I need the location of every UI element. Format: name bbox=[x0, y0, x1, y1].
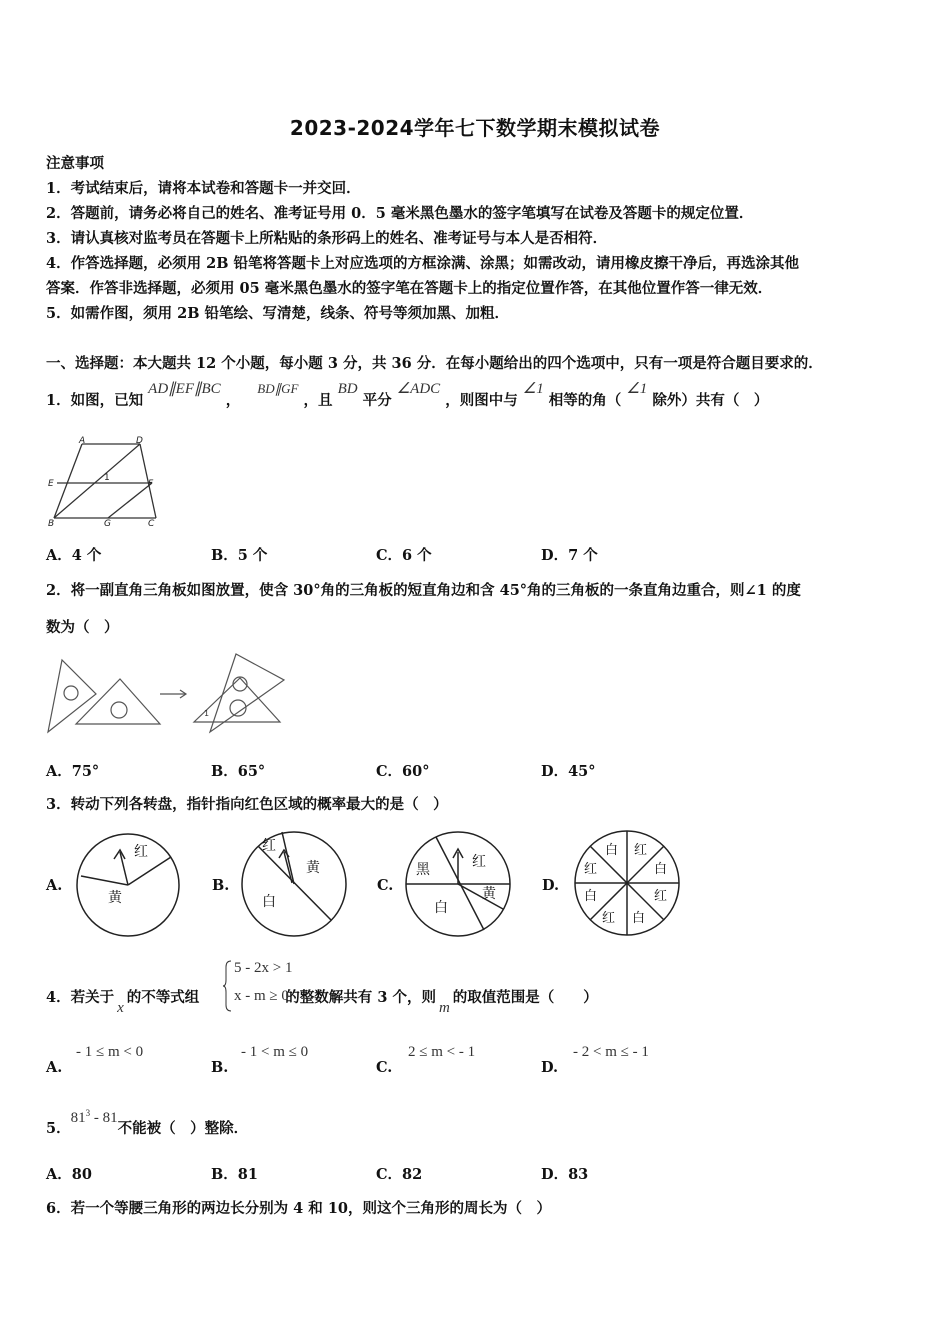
q1-text-f: 相等的角（ bbox=[548, 392, 622, 409]
spinner-divider bbox=[128, 857, 171, 885]
q1-text-a: 1．如图，已知 bbox=[46, 392, 144, 409]
q2-figure bbox=[44, 652, 294, 738]
q2-option-a[interactable]: A．75° bbox=[46, 763, 100, 780]
region-red: 红 bbox=[584, 862, 598, 877]
set-square-hole bbox=[111, 702, 127, 718]
notice-item-2: 2．答题前，请务必将自己的姓名、准考证号用 0．5 毫米黑色墨水的签字笔填写在试卷及答题卡的规定位置． bbox=[46, 205, 754, 222]
q3-option-d-letter[interactable]: D. bbox=[542, 877, 560, 894]
q4-inequality-system bbox=[222, 958, 312, 1014]
brace-icon bbox=[222, 958, 232, 1014]
spinner-c[interactable] bbox=[402, 828, 514, 938]
q4-text-b: 的不等式组 bbox=[126, 989, 200, 1006]
region-white: 白 bbox=[434, 900, 448, 916]
question-2-stem: 2．将一副直角三角板如图放置，使含 30°角的三角板的短直角边和含 45°角的三角板的一条直角边重合，则∠1 的度 bbox=[46, 582, 801, 599]
q5-option-d[interactable]: D．83 bbox=[541, 1166, 589, 1183]
q3-option-b-letter[interactable]: B. bbox=[212, 877, 230, 894]
notice-item-4-cont: 答案．作答非选择题，必须用 05 毫米黑色墨水的签字笔在答题卡上的指定位置作答，在其他位置作答一律无效． bbox=[46, 280, 773, 297]
q4-option-c-expr: 2 ≤ m < - 1 bbox=[408, 1044, 476, 1060]
line-ab bbox=[54, 444, 82, 518]
region-red: 红 bbox=[654, 889, 668, 904]
question-3-stem: 3．转动下列各转盘，指针指向红色区域的概率最大的是（ ） bbox=[46, 796, 448, 813]
region-white: 白 bbox=[654, 862, 668, 877]
q1-math-angle-adc: ∠ADC bbox=[396, 381, 441, 397]
q3-option-a-letter[interactable]: A. bbox=[46, 877, 63, 894]
notice-item-4: 4．作答选择题，必须用 2B 铅笔将答题卡上对应选项的方框涂满、涂黑；如需改动，请用橡皮擦干净后，再选涂其他 bbox=[46, 255, 800, 272]
region-white: 白 bbox=[584, 889, 598, 904]
set-square-30-left bbox=[48, 660, 96, 732]
label-a: A bbox=[79, 436, 86, 446]
q5-exponent: 3 bbox=[85, 1108, 91, 1119]
label-e: E bbox=[48, 479, 54, 489]
q5-base: 81 bbox=[70, 1110, 86, 1126]
q5-option-b[interactable]: B．81 bbox=[211, 1166, 258, 1183]
q5-minus: - 81 bbox=[90, 1110, 118, 1126]
label-b: B bbox=[48, 519, 55, 528]
q5-number: 5． bbox=[46, 1120, 71, 1137]
label-f: F bbox=[148, 479, 154, 489]
q1-math-parallel: AD∥EF∥BC bbox=[148, 381, 221, 397]
region-red: 红 bbox=[134, 844, 148, 860]
q1-option-a[interactable]: A．4 个 bbox=[46, 547, 102, 564]
spinner-divider bbox=[458, 884, 503, 909]
region-white: 白 bbox=[605, 843, 619, 858]
q2-option-b[interactable]: B．65° bbox=[211, 763, 266, 780]
region-red: 红 bbox=[634, 843, 648, 858]
q4-text-a: 4．若关于 bbox=[46, 989, 115, 1006]
question-4-stem bbox=[46, 986, 598, 1016]
q1-text-g: 除外）共有（ ） bbox=[652, 392, 769, 409]
q1-math-angle1: ∠1 bbox=[522, 381, 544, 397]
pointer-arrow-icon bbox=[114, 850, 125, 859]
q4-options bbox=[46, 1044, 746, 1084]
notice-item-1: 1．考试结束后，请将本试卷和答题卡一并交回． bbox=[46, 180, 361, 197]
q4-option-d[interactable]: D. bbox=[541, 1059, 559, 1076]
q1-text-d: 平分 bbox=[362, 392, 392, 409]
spinner-b[interactable] bbox=[238, 828, 350, 938]
q4-option-b[interactable]: B. bbox=[211, 1059, 229, 1076]
set-square-30-right bbox=[210, 654, 284, 732]
q4-option-a[interactable]: A. bbox=[46, 1059, 63, 1076]
q1-text-c: ，且 bbox=[303, 392, 333, 409]
label-g: G bbox=[104, 519, 111, 528]
q1-math-bd: BD bbox=[337, 381, 358, 397]
spinner-a[interactable] bbox=[74, 832, 184, 938]
spinner-divider bbox=[81, 876, 128, 885]
question-6-stem: 6．若一个等腰三角形的两边长分别为 4 和 10，则这个三角形的周长为（ ） bbox=[46, 1200, 551, 1217]
spinner-d[interactable] bbox=[572, 828, 682, 938]
page-title: 2023-2024学年七下数学期末模拟试卷 bbox=[289, 116, 661, 140]
q1-math-angle1-b: ∠1 bbox=[626, 381, 648, 397]
q4-inequality-2: x - m ≥ 0 bbox=[234, 988, 289, 1004]
line-bd bbox=[54, 444, 140, 518]
region-black: 黑 bbox=[416, 862, 430, 878]
notice-heading: 注意事项 bbox=[46, 155, 104, 172]
q1-option-d[interactable]: D．7 个 bbox=[541, 547, 598, 564]
q4-var-m: m bbox=[438, 1000, 450, 1016]
region-white: 白 bbox=[632, 911, 646, 926]
line-gf bbox=[108, 483, 152, 518]
q4-option-a-expr: - 1 ≤ m < 0 bbox=[76, 1044, 144, 1060]
q1-figure bbox=[44, 436, 174, 528]
q1-option-b[interactable]: B．5 个 bbox=[211, 547, 268, 564]
region-yellow: 黄 bbox=[108, 890, 122, 906]
region-yellow: 黄 bbox=[306, 860, 320, 876]
region-red: 红 bbox=[472, 854, 486, 870]
q1-text-e: ，则图中与 bbox=[445, 392, 518, 409]
question-2-stem-cont: 数为（ ） bbox=[46, 619, 119, 636]
q4-text-c: 的整数解共有 3 个，则 bbox=[285, 989, 436, 1006]
label-c: C bbox=[148, 519, 155, 528]
label-angle-1: 1 bbox=[104, 473, 110, 483]
q3-option-c-letter[interactable]: C. bbox=[377, 877, 394, 894]
set-square-hole bbox=[64, 686, 78, 700]
q1-math-bd-gf: BD∥GF bbox=[257, 381, 299, 396]
region-yellow: 黄 bbox=[482, 886, 496, 902]
notice-item-3: 3．请认真核对监考员在答题卡上所粘贴的条形码上的姓名、准考证号与本人是否相符． bbox=[46, 230, 608, 247]
q1-text-b: ， bbox=[225, 392, 241, 409]
q4-option-c[interactable]: C. bbox=[376, 1059, 393, 1076]
q5-option-c[interactable]: C．82 bbox=[376, 1166, 423, 1183]
q2-angle-label: 1 bbox=[204, 709, 210, 718]
q5-text: 不能被（ ）整除． bbox=[117, 1120, 249, 1137]
notice-item-5: 5．如需作图，须用 2B 铅笔绘、写清楚，线条、符号等须加黑、加粗． bbox=[46, 305, 510, 322]
region-red: 红 bbox=[602, 911, 616, 926]
q4-var-x: x bbox=[117, 1000, 124, 1016]
section-heading: 一、选择题：本大题共 12 个小题，每小题 3 分，共 36 分．在每小题给出的四个选项中，只有一项是符合题目要求的． bbox=[46, 355, 823, 372]
q4-option-b-expr: - 1 < m ≤ 0 bbox=[241, 1044, 309, 1060]
question-1-stem bbox=[46, 377, 769, 409]
region-red: 红 bbox=[262, 838, 276, 854]
question-5-stem bbox=[46, 1106, 249, 1137]
q5-option-a[interactable]: A．80 bbox=[46, 1166, 92, 1183]
q1-option-c[interactable]: C．6 个 bbox=[376, 547, 432, 564]
q4-text-d: 的取值范围是（ ） bbox=[452, 989, 598, 1006]
q4-option-d-expr: - 2 < m ≤ - 1 bbox=[573, 1044, 649, 1060]
label-d: D bbox=[136, 436, 143, 446]
q2-option-d[interactable]: D．45° bbox=[541, 763, 596, 780]
q2-option-c[interactable]: C．60° bbox=[376, 763, 430, 780]
q4-inequality-1: 5 - 2x > 1 bbox=[234, 960, 293, 976]
region-white: 白 bbox=[262, 894, 276, 910]
